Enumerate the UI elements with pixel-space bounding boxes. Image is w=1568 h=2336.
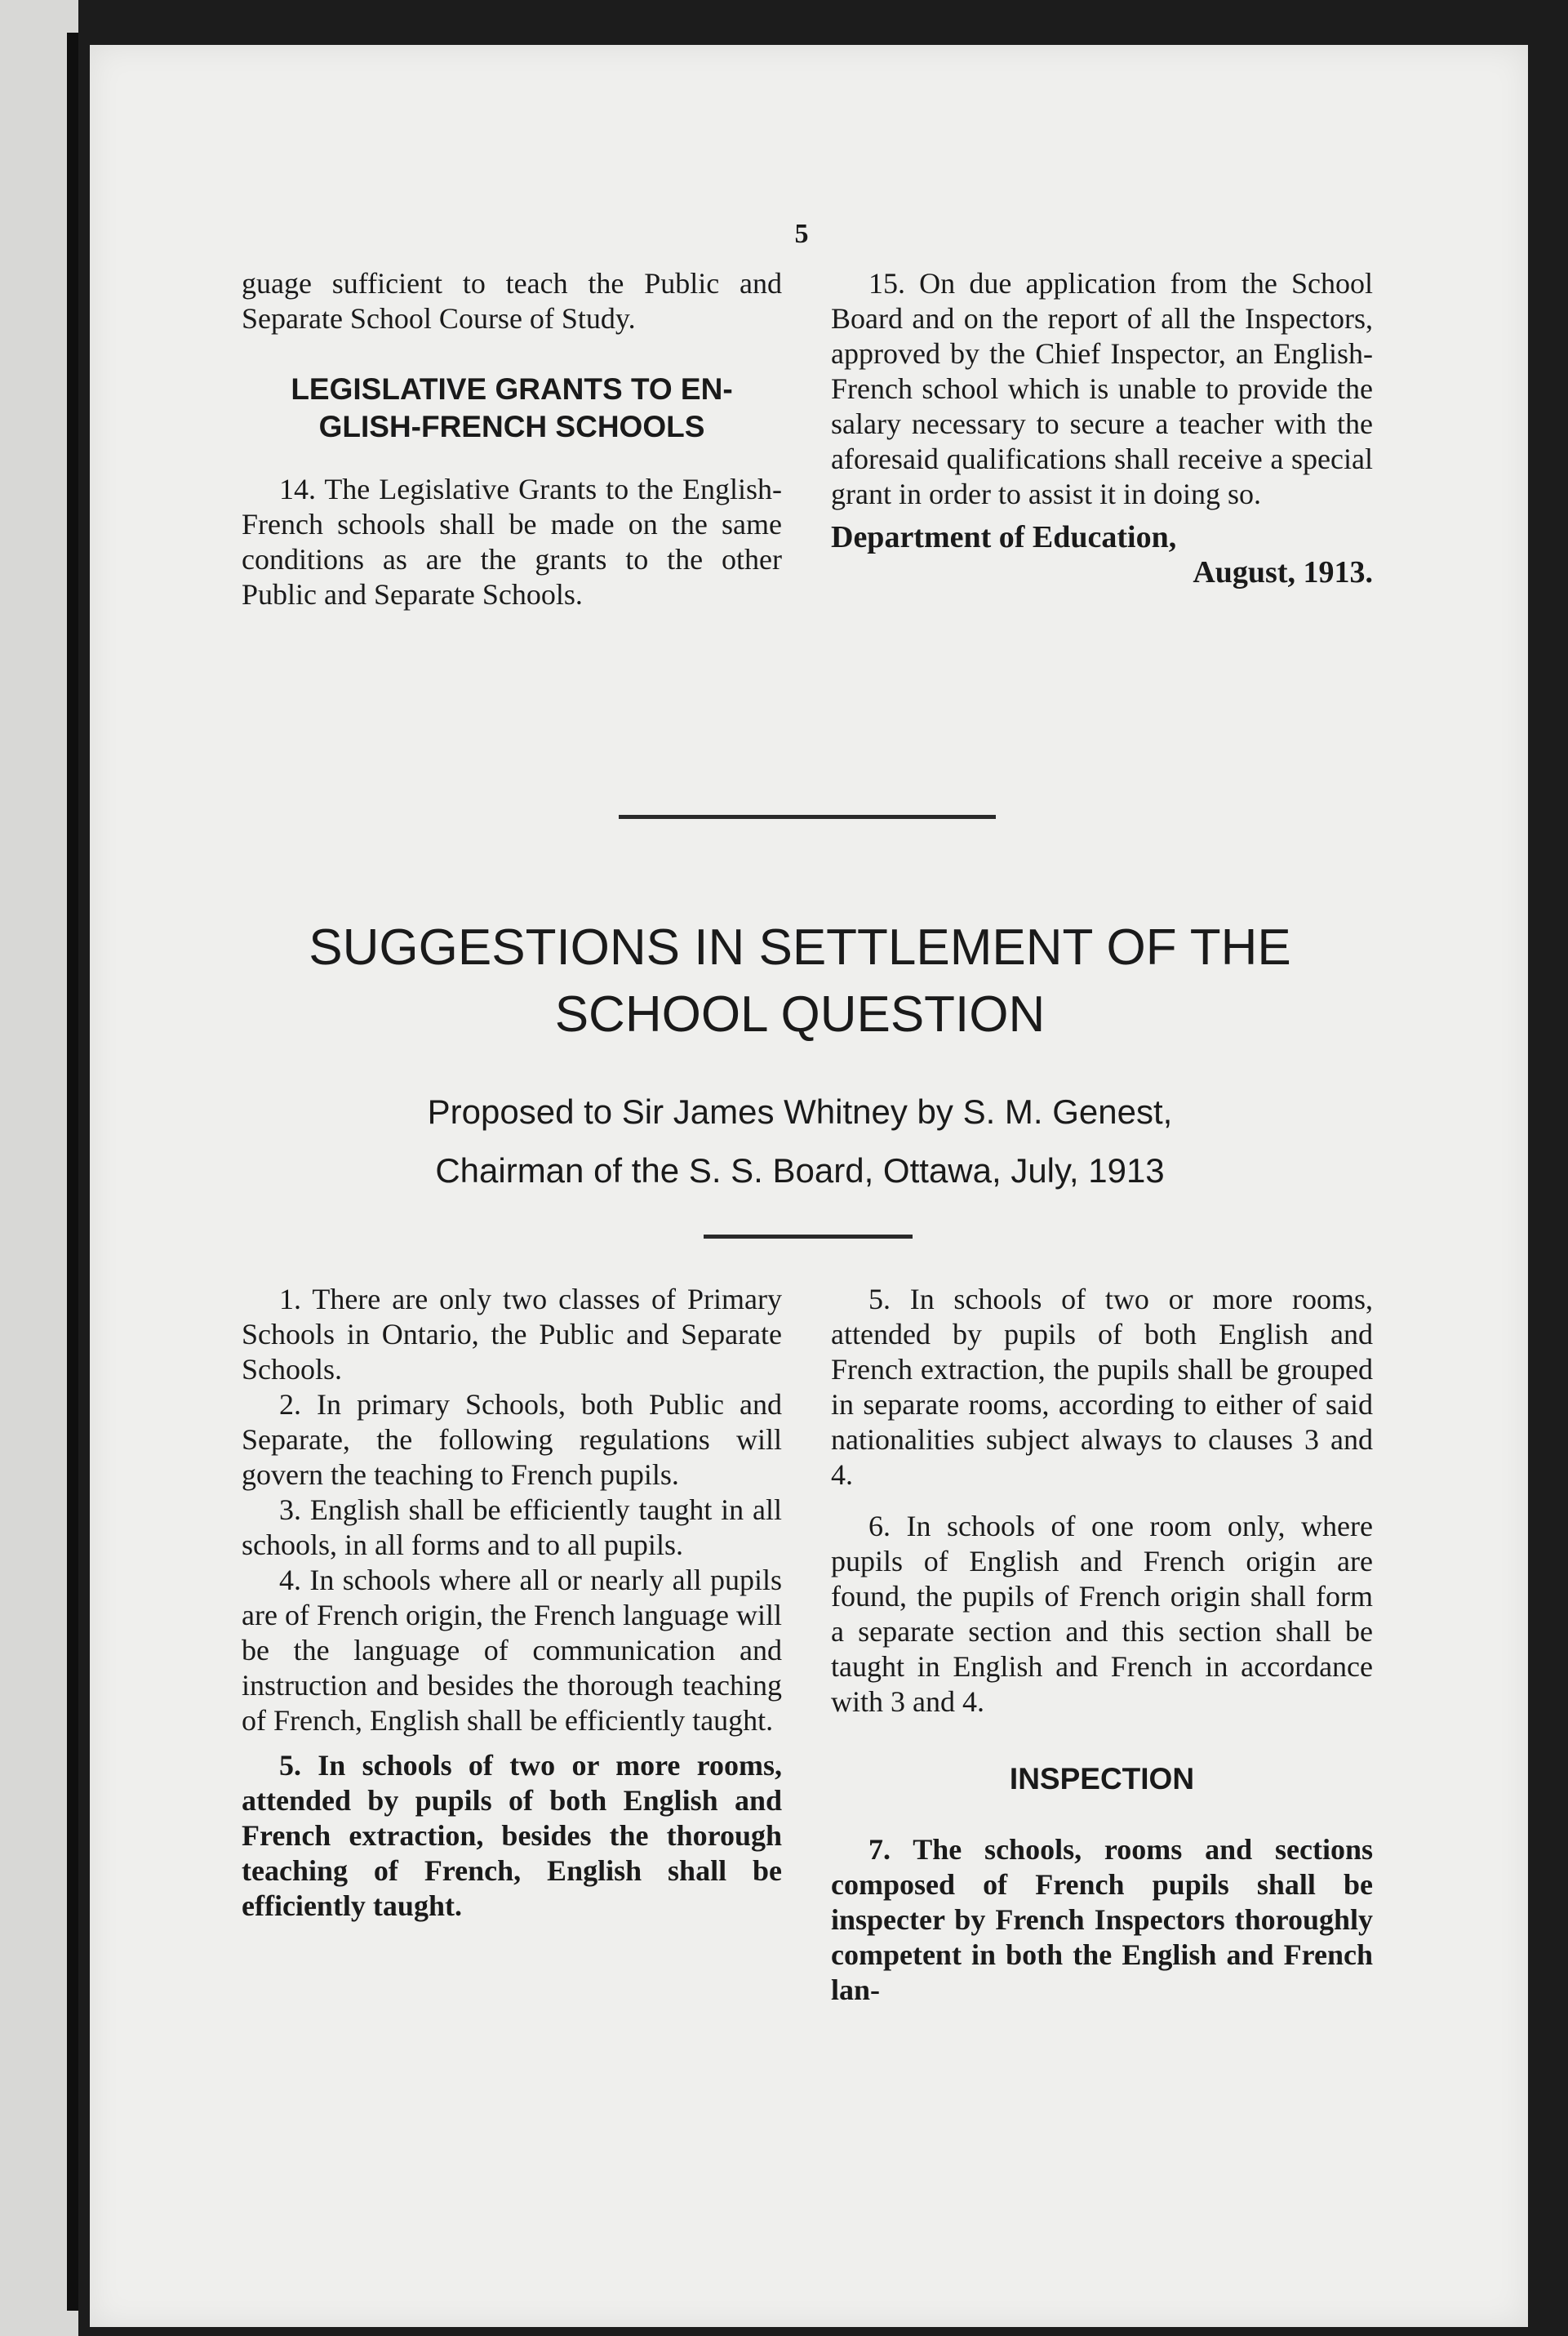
clause-2: 2. In primary Schools, both Public and Separate, the following regulations will govern the teaching to French pupils. xyxy=(242,1388,782,1491)
bottom-right-column xyxy=(831,1282,1373,2008)
top-right-column xyxy=(831,266,1373,590)
inspection-heading: INSPECTION xyxy=(1009,1762,1195,1795)
continuation-text: guage sufficient to teach the Public and Separate School Course of Study. xyxy=(242,267,782,335)
clause-7: 7. The schools, rooms and sections composed of French pupils shall be inspecter by French Inspectors thoroughly competent in both the English and French lan- xyxy=(831,1833,1373,2006)
subtitle: Proposed to Sir James Whitney by S. M. Genest, Chairman of the S. S. Board, Ottawa, July, 1913 xyxy=(427,1092,1173,1190)
signature-date: August, 1913. xyxy=(1193,555,1373,590)
bottom-left-column xyxy=(242,1282,782,1924)
clause-6: 6. In schools of one room only, where pupils of English and French origin are found, the pupils of French origin shall form a separate section and this section shall be taught in English and French in accordance with 3 and 4. xyxy=(831,1510,1373,1718)
paragraph-14: 14. The Legislative Grants to the English-French schools shall be made on the same conditions as are the grants to the other Public and Separate Schools. xyxy=(242,473,782,611)
clause-5: 5. In schools of two or more rooms, attended by pupils of both English and French extraction, besides the thorough teaching of French, English shall be efficiently taught. xyxy=(242,1749,782,1922)
section-divider xyxy=(619,815,996,819)
legislative-grants-heading: LEGISLATIVE GRANTS TO EN- GLISH-FRENCH SCHOOLS xyxy=(291,372,733,443)
clause-5-alt: 5. In schools of two or more rooms, attended by pupils of both English and French extraction, the pupils shall be grouped in separate rooms, according to either of said nationalities subject always to clauses 3 and 4. xyxy=(831,1283,1373,1491)
top-left-column xyxy=(242,266,782,612)
title-divider xyxy=(704,1235,913,1239)
paragraph-15: 15. On due application from the School Board and on the report of all the Inspectors, approved by the Chief Inspector, an English-French school which is unable to provide the salary necessary to secure a teacher with the aforesaid qualifications shall receive a special grant in order to assist it in doing so. xyxy=(831,267,1373,510)
clause-4: 4. In schools where all or nearly all pupils are of French origin, the French language will be the language of communication and instruction and besides the thorough teaching of French, English shall be efficiently taught. xyxy=(242,1564,782,1737)
page-number: 5 xyxy=(794,219,809,249)
clause-1: 1. There are only two classes of Primary Schools in Ontario, the Public and Separate Schools. xyxy=(242,1283,782,1386)
main-title: SUGGESTIONS IN SETTLEMENT OF THE SCHOOL QUESTION xyxy=(309,919,1291,1043)
adjacent-page-edge xyxy=(0,0,78,2336)
clause-3: 3. English shall be efficiently taught in all schools, in all forms and to all pupils. xyxy=(242,1493,782,1561)
department-signature: Department of Education, xyxy=(831,520,1177,554)
